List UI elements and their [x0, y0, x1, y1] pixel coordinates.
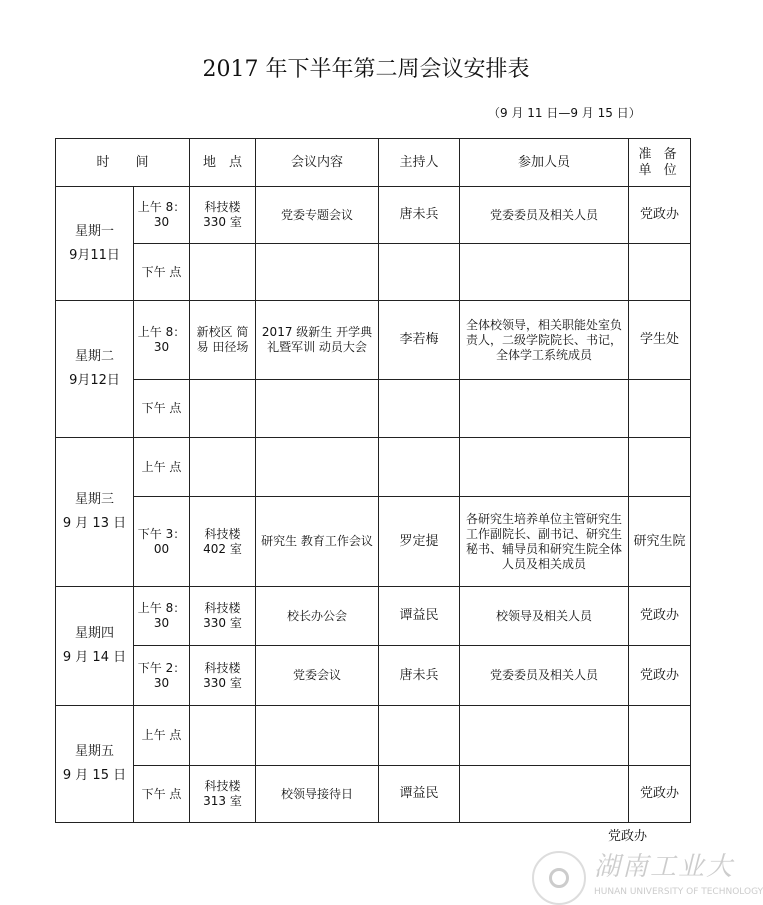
- place-cell: [190, 438, 256, 497]
- time-cell: 下午 点: [134, 244, 190, 301]
- page-title: 2017 年下半年第二周会议安排表: [202, 57, 530, 82]
- place-cell: 科技楼 330 室: [190, 187, 256, 244]
- date: 9 月 14 日: [62, 650, 127, 665]
- host-cell: [379, 244, 460, 301]
- host-cell: [379, 706, 460, 766]
- content-cell: [256, 438, 379, 497]
- seal-icon: [532, 851, 586, 905]
- attendees-cell: [460, 438, 629, 497]
- date: 9月11日: [69, 247, 120, 263]
- day-cell: [56, 438, 134, 587]
- table-row: [56, 380, 691, 438]
- table-row: [56, 187, 691, 244]
- table-row: [56, 706, 691, 766]
- host-cell: 唐未兵: [379, 646, 460, 706]
- place-cell: 科技楼 402 室: [190, 497, 256, 587]
- attendees-cell: 校领导及相关人员: [460, 587, 629, 646]
- table-row: [56, 438, 691, 497]
- unit-cell: 研究生院: [629, 497, 691, 587]
- footer-unit: 党政办: [608, 829, 648, 844]
- time-cell: 下午 点: [134, 766, 190, 823]
- place-cell: [190, 380, 256, 438]
- attendees-cell: [460, 766, 629, 823]
- watermark-logo-text: 湖南工业大: [594, 852, 735, 882]
- table-row: [56, 497, 691, 587]
- content-cell: 党委专题会议: [256, 187, 379, 244]
- place-cell: 科技楼 313 室: [190, 766, 256, 823]
- date: 9 月 15 日: [62, 768, 127, 783]
- unit-cell: [629, 380, 691, 438]
- host-cell: [379, 438, 460, 497]
- content-cell: 研究生 教育工作会议: [256, 497, 379, 587]
- day-cell: [56, 587, 134, 706]
- date: 9月12日: [69, 373, 120, 388]
- university-watermark: [532, 851, 763, 905]
- table-row: [56, 301, 691, 380]
- day-cell: [56, 301, 134, 438]
- host-cell: 唐未兵: [379, 187, 460, 244]
- attendees-cell: [460, 380, 629, 438]
- unit-cell: 党政办: [629, 187, 691, 244]
- attendees-cell: 各研究生培养单位主管研究生工作副院长、副书记、研究生秘书、辅导员和研究生院全体人员及相关成员: [460, 497, 629, 587]
- header-attendees: 参加人员: [460, 139, 629, 187]
- header-row: [56, 139, 691, 187]
- time-cell: 上午 点: [134, 706, 190, 766]
- header-time: 时 间: [56, 139, 190, 187]
- header-host: 主持人: [379, 139, 460, 187]
- unit-cell: 党政办: [629, 766, 691, 823]
- host-cell: 谭益民: [379, 766, 460, 823]
- time-cell: 上午 8：30: [134, 187, 190, 244]
- content-cell: [256, 380, 379, 438]
- header-content: 会议内容: [256, 139, 379, 187]
- day-cell: [56, 706, 134, 823]
- place-cell: [190, 244, 256, 301]
- content-cell: 2017 级新生 开学典礼暨军训 动员大会: [256, 301, 379, 380]
- time-cell: 上午 8：30: [134, 587, 190, 646]
- place-cell: [190, 706, 256, 766]
- unit-cell: [629, 244, 691, 301]
- unit-cell: [629, 438, 691, 497]
- host-cell: 罗定提: [379, 497, 460, 587]
- table-row: [56, 646, 691, 706]
- table-row: [56, 244, 691, 301]
- weekday: 星期五: [74, 744, 114, 759]
- content-cell: 党委会议: [256, 646, 379, 706]
- unit-cell: 党政办: [629, 646, 691, 706]
- place-cell: 新校区 简易 田径场: [190, 301, 256, 380]
- time-cell: 上午 8：30: [134, 301, 190, 380]
- host-cell: [379, 380, 460, 438]
- table-row: [56, 766, 691, 823]
- time-cell: 下午 2：30: [134, 646, 190, 706]
- unit-cell: 党政办: [629, 587, 691, 646]
- host-cell: 李若梅: [379, 301, 460, 380]
- weekday: 星期四: [74, 626, 114, 641]
- weekday: 星期一: [74, 223, 114, 239]
- place-cell: 科技楼 330 室: [190, 587, 256, 646]
- host-cell: 谭益民: [379, 587, 460, 646]
- time-cell: 上午 点: [134, 438, 190, 497]
- date-range: （9 月 11 日—9 月 15 日）: [488, 106, 641, 120]
- time-cell: 下午 点: [134, 380, 190, 438]
- time-cell: 下午 3：00: [134, 497, 190, 587]
- weekday: 星期三: [74, 492, 114, 507]
- place-cell: 科技楼 330 室: [190, 646, 256, 706]
- unit-cell: [629, 706, 691, 766]
- attendees-cell: 全体校领导，相关职能处室负责人，二级学院院长、书记，全体学工系统成员: [460, 301, 629, 380]
- content-cell: [256, 244, 379, 301]
- attendees-cell: 党委委员及相关人员: [460, 187, 629, 244]
- attendees-cell: [460, 706, 629, 766]
- content-cell: 校领导接待日: [256, 766, 379, 823]
- content-cell: 校长办公会: [256, 587, 379, 646]
- weekday: 星期二: [74, 349, 114, 364]
- schedule-table: [55, 138, 691, 823]
- header-unit: 准 备 单 位: [629, 139, 691, 187]
- day-cell: [56, 187, 134, 301]
- unit-cell: 学生处: [629, 301, 691, 380]
- attendees-cell: [460, 244, 629, 301]
- attendees-cell: 党委委员及相关人员: [460, 646, 629, 706]
- table-row: [56, 587, 691, 646]
- header-place: 地 点: [190, 139, 256, 187]
- content-cell: [256, 706, 379, 766]
- date: 9 月 13 日: [62, 516, 127, 531]
- watermark-english: HUNAN UNIVERSITY OF TECHNOLOGY: [594, 887, 763, 897]
